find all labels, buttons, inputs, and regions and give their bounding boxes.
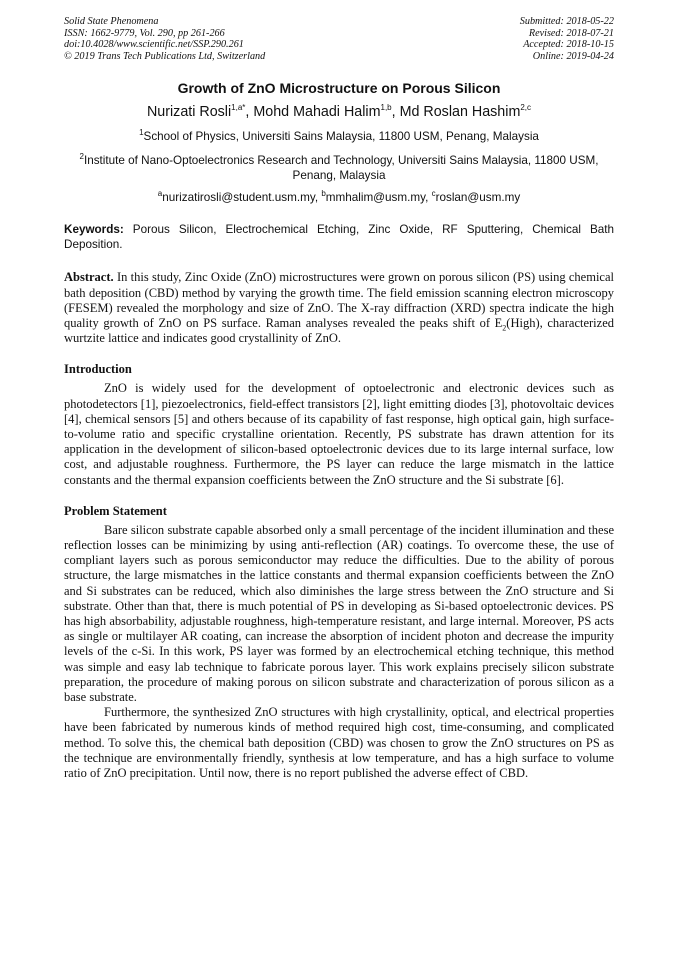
journal-name: Solid State Phenomena: [64, 16, 159, 27]
affiliation-1: [64, 129, 614, 144]
introduction-heading: Introduction: [64, 362, 132, 377]
abstract-subscript: 2: [502, 323, 507, 333]
author-list: [64, 104, 614, 120]
affiliation-text: School of Physics, Universiti Sains Malaysia, 11800 USM, Penang, Malaysia: [143, 130, 539, 144]
date-submitted: Submitted: 2018-05-22: [519, 16, 614, 27]
date-accepted: Accepted: 2018-10-15: [523, 39, 614, 51]
email-link[interactable]: roslan@usm.my: [435, 191, 521, 205]
abstract-section: [64, 270, 614, 346]
journal-doi: doi:10.4028/www.scientific.net/SSP.290.261: [64, 39, 244, 51]
affiliation-superscript: 1: [139, 128, 144, 138]
author-separator: ,: [391, 104, 400, 121]
introduction-paragraph: ZnO is widely used for the development of optoelectronic and electronic devices such as photodetectors [1], piezoelectronics, field-effect transistors [2], light emitting diodes [3], photovoltaic devices [4], chemical sensors [5] and others because of its capability of fast response, high optical gain, high surface-to-volume ratio and specific crystalline orientation. Recently, PS substrate has drawn attention for its application in the development of silicon-based optoelectronic devices due to its large internal surface, low cost, and adjustable roughness. Furthermore, the PS layer can reduce the large mismatch in the lattice constants and the thermal expansion coefficients between the ZnO structure and the Si substrate [6].: [64, 381, 614, 487]
date-online: Online: 2019-04-24: [532, 50, 614, 62]
paper-title: Growth of ZnO Microstructure on Porous Silicon: [177, 80, 501, 97]
abstract-label: Abstract.: [64, 270, 114, 285]
email-superscript: a: [157, 189, 163, 199]
affiliation-2: [64, 153, 614, 183]
publication-dates: [520, 16, 614, 62]
affiliation-superscript: 2: [79, 152, 84, 162]
keywords-label: Keywords:: [64, 223, 124, 237]
email-superscript: c: [431, 189, 436, 199]
email-link[interactable]: mmhalim@usm.my,: [325, 191, 432, 205]
journal-info: [64, 16, 265, 62]
journal-copyright: © 2019 Trans Tech Publications Ltd, Switzerland: [64, 50, 266, 62]
abstract-text: In this study, Zinc Oxide (ZnO) microstructures were grown on porous silicon (PS) using chemical bath deposition (CBD) method by varying the growth time. The field emission scanning electron microscopy (FESEM) revealed the morphology and size of ZnO. The X-ray diffraction (XRD) spectra indicate the high quality growth of ZnO on PS surface. Raman analyses revealed the peaks shift of E: [64, 270, 614, 330]
date-revised: Revised: 2018-07-21: [528, 27, 614, 39]
author-emails: [64, 191, 614, 204]
problem-statement-paragraph: Furthermore, the synthesized ZnO structures with high crystallinity, optical, and electrical properties have been fabricated by numerous kinds of method required high cost, time-consuming, and complicated method. To solve this, the chemical bath deposition (CBD) was chosen to grow the ZnO structures on PS as the technique are environmentally friendly, synthesis at low temperature, and has a high surface to volume ratio of ZnO precipitation. Until now, there is no report published the adverse effect of CBD.: [64, 705, 614, 781]
author-name: Nurizati Rosli: [146, 104, 232, 121]
keywords-section: [64, 222, 614, 252]
author-name: Md Roslan Hashim: [399, 104, 521, 121]
author-separator: ,: [245, 104, 254, 121]
author-superscript: 1,a*: [231, 103, 246, 113]
author-superscript: 2,c: [520, 103, 532, 113]
journal-header: [64, 16, 614, 62]
abstract-text-end: (High), characterized wurtzite lattice and indicates good crystallinity of ZnO.: [64, 315, 614, 346]
affiliation-text: Institute of Nano-Optoelectronics Research and Technology, Universiti Sains Malaysia, 11800 USM, Penang, Malaysia: [83, 154, 599, 183]
problem-statement-paragraph: Bare silicon substrate capable absorbed only a small percentage of the incident illumination and these reflection losses can be minimizing by using anti-reflection (AR) coatings. To overcome these, the use of compliant layers such as porous semiconductor may reduce the difficulties. Due to the ability of porous structure, the large mismatches in the lattice constants and thermal expansion coefficients between the ZnO and Si substrates can be reduced, which also diminishes the large stress between the ZnO structure and Si substrate. Other than that, there is much potential of PS in developing as Si-based optoelectronic devices. PS has high absorbability, adjustable roughness, high-temperature resistant, and large internal. Moreover, PS acts as single or multilayer AR coating, can increase the absorption of incident photon and decrease the impurity levels of the c-Si. In this work, PS layer was formed by an electrochemical etching technique, this method was simple and easy lab technique to fabricate porous layer. This work explains precisely silicon substrate preparation, the procedure of making porous on silicon substrate and characterization of porous silicon as a base substrate.: [64, 522, 614, 705]
email-link[interactable]: nurizatirosli@student.usm.my,: [162, 191, 322, 205]
author-name: Mohd Mahadi Halim: [253, 104, 381, 121]
author-superscript: 1,b: [380, 103, 392, 113]
email-superscript: b: [321, 189, 326, 199]
journal-issn: ISSN: 1662-9779, Vol. 290, pp 261-266: [64, 27, 225, 39]
keywords-text: Porous Silicon, Electrochemical Etching, Zinc Oxide, RF Sputtering, Chemical Bath Deposition.: [64, 223, 614, 252]
problem-statement-heading: Problem Statement: [64, 503, 167, 518]
